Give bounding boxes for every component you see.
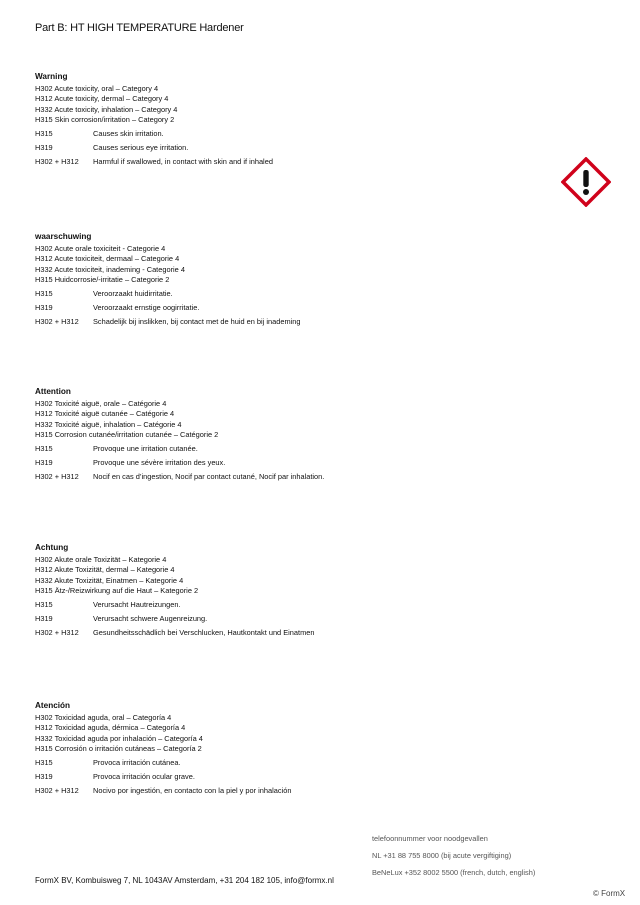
hazard-code: H302 + H312 — [35, 627, 79, 637]
hazard-text: Nocif en cas d’ingestion, Nocif par contact cutané, Nocif par inhalation. — [93, 471, 325, 481]
section-french — [35, 387, 324, 486]
hazard-code: H315 — [35, 599, 53, 609]
section-heading: waarschuwing — [35, 232, 92, 241]
hazard-statement — [35, 772, 291, 783]
hazard-statement — [35, 444, 324, 455]
hazard-statement — [35, 317, 300, 328]
section-heading: Atención — [35, 701, 71, 710]
hazard-statement — [35, 786, 291, 797]
hazard-code: H319 — [35, 142, 53, 152]
hazard-text: Schadelijk bij inslikken, bij contact met de huid en bij inademing — [93, 316, 301, 326]
emergency-heading: telefoonnummer voor noodgevallen — [372, 834, 488, 843]
hazard-text: Verursacht Hautreizungen. — [93, 599, 181, 609]
classification-line: H312 Akute Toxizität, dermal – Kategorie 4 — [35, 565, 175, 574]
hazard-statement — [35, 614, 314, 625]
classification-line: H312 Acute toxiciteit, dermaal – Categorie 4 — [35, 254, 180, 263]
hazard-statement — [35, 143, 273, 154]
section-german — [35, 543, 314, 642]
classification-line: H315 Corrosion cutanée/irritation cutanée – Catégorie 2 — [35, 430, 219, 439]
hazard-statement — [35, 472, 324, 483]
classification-line: H315 Ätz-/Reizwirkung auf die Haut – Kategorie 2 — [35, 586, 199, 595]
hazard-text: Causes serious eye irritation. — [93, 142, 189, 152]
hazard-statement — [35, 758, 291, 769]
classification-line: H312 Acute toxicity, dermal – Category 4 — [35, 94, 169, 103]
section-spanish — [35, 701, 291, 800]
hazard-code: H315 — [35, 128, 53, 138]
hazard-text: Provoque une sévère irritation des yeux. — [93, 457, 226, 467]
hazard-code: H302 + H312 — [35, 316, 79, 326]
hazard-code: H319 — [35, 771, 53, 781]
classification-line: H302 Toxicité aiguë, orale – Catégorie 4 — [35, 398, 167, 408]
classification-line: H332 Acute toxiciteit, inademing - Categorie 4 — [35, 264, 185, 274]
hazard-text: Provoca irritación cutánea. — [93, 757, 181, 767]
company-footer: FormX BV, Kombuisweg 7, NL 1043AV Amsterdam, +31 204 182 105, info@formx.nl — [35, 876, 334, 885]
hazard-text: Causes skin irritation. — [93, 128, 164, 138]
classification-line: H302 Akute orale Toxizität – Kategorie 4 — [35, 554, 167, 564]
hazard-code: H319 — [35, 613, 53, 623]
hazard-text: Nocivo por ingestión, en contacto con la piel y por inhalación — [93, 785, 292, 795]
classification-line: H315 Skin corrosion/irritation – Category 2 — [35, 115, 175, 124]
classification-line: H315 Corrosión o irritación cutáneas – Categoría 2 — [35, 744, 202, 753]
exclamation-mark-hazard-icon — [561, 157, 611, 207]
hazard-text: Provoca irritación ocular grave. — [93, 771, 195, 781]
hazard-statement — [35, 628, 314, 639]
hazard-text: Harmful if swallowed, in contact with skin and if inhaled — [93, 156, 273, 166]
section-heading: Achtung — [35, 543, 69, 552]
hazard-code: H319 — [35, 302, 53, 312]
hazard-statement — [35, 458, 324, 469]
hazard-statement — [35, 129, 273, 140]
emergency-phone-nl: NL +31 88 755 8000 (bij acute vergiftiging) — [372, 851, 512, 860]
section-heading: Attention — [35, 387, 71, 396]
hazard-code: H315 — [35, 443, 53, 453]
hazard-statement — [35, 303, 300, 314]
classification-line: H302 Acute toxicity, oral – Category 4 — [35, 83, 159, 93]
copyright-notice: © FormX — [593, 889, 626, 898]
section-dutch — [35, 232, 300, 331]
section-heading: Warning — [35, 72, 68, 81]
section-english — [35, 72, 273, 171]
hazard-text: Gesundheitsschädlich bei Verschlucken, Hautkontakt und Einatmen — [93, 627, 315, 637]
hazard-code: H315 — [35, 288, 53, 298]
emergency-contact-block — [372, 830, 535, 881]
classification-line: H332 Acute toxicity, inhalation – Category 4 — [35, 104, 178, 114]
hazard-text: Veroorzaakt huidirritatie. — [93, 288, 173, 298]
hazard-code: H302 + H312 — [35, 785, 79, 795]
classification-line: H302 Toxicidad aguda, oral – Categoría 4 — [35, 712, 172, 722]
document-title: Part B: HT HIGH TEMPERATURE Hardener — [35, 22, 244, 34]
hazard-code: H302 + H312 — [35, 471, 79, 481]
classification-line: H312 Toxicidad aguda, dérmica – Categoría 4 — [35, 723, 186, 732]
hazard-statement — [35, 289, 300, 300]
classification-line: H302 Acute orale toxiciteit - Categorie 4 — [35, 243, 166, 253]
hazard-statement — [35, 600, 314, 611]
classification-line: H312 Toxicité aiguë cutanée – Catégorie 4 — [35, 409, 175, 418]
hazard-code: H302 + H312 — [35, 156, 79, 166]
emergency-phone-benelux: BeNeLux +352 8002 5500 (french, dutch, english) — [372, 868, 536, 877]
hazard-code: H315 — [35, 757, 53, 767]
classification-line: H332 Toxicité aiguë, inhalation – Catégorie 4 — [35, 419, 182, 429]
hazard-text: Veroorzaakt ernstige oogirritatie. — [93, 302, 200, 312]
classification-line: H315 Huidcorrosie/-irritatie – Categorie 2 — [35, 275, 170, 284]
classification-line: H332 Toxicidad aguda por inhalación – Categoría 4 — [35, 733, 203, 743]
classification-line: H332 Akute Toxizität, Einatmen – Kategorie 4 — [35, 575, 184, 585]
hazard-code: H319 — [35, 457, 53, 467]
hazard-text: Provoque une irritation cutanée. — [93, 443, 198, 453]
hazard-text: Verursacht schwere Augenreizung. — [93, 613, 208, 623]
hazard-statement — [35, 157, 273, 168]
